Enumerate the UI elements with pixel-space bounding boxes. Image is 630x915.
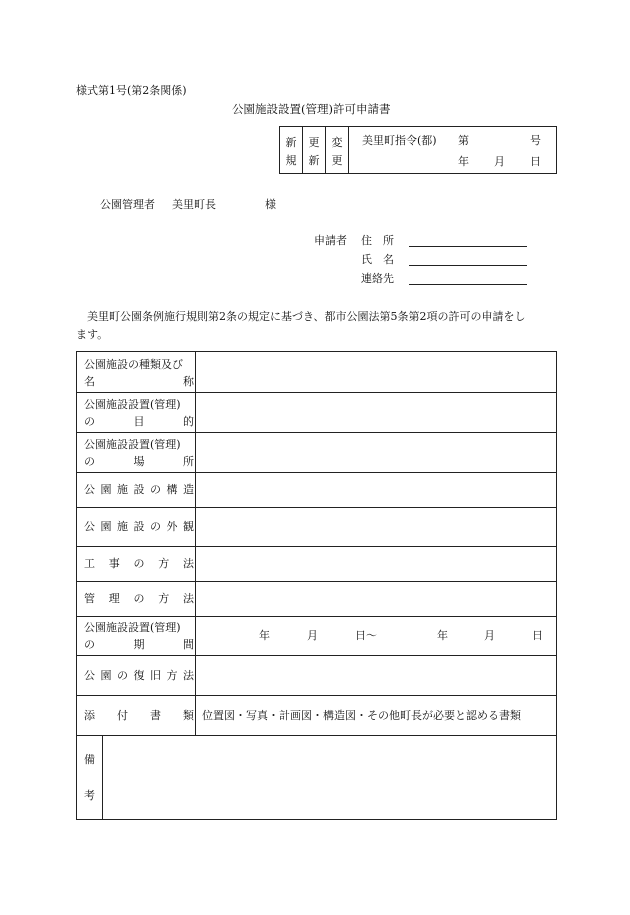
period-end-month: 月 xyxy=(484,629,495,642)
name-field[interactable] xyxy=(409,265,527,266)
label-shinki-1: 新 xyxy=(285,136,297,149)
hi-label: 日 xyxy=(530,155,541,168)
application-table xyxy=(76,351,557,820)
attachments-value: 位置図・写真・計画図・構造図・その他町長が必要と認める書類 xyxy=(202,709,521,722)
period-start-month: 月 xyxy=(307,629,318,642)
row-location-label-1: 公園施設設置(管理) xyxy=(84,438,181,451)
applicant-label: 申請者 xyxy=(314,234,347,247)
address-field[interactable] xyxy=(409,246,527,247)
form-number: 様式第1号(第2条関係) xyxy=(76,84,187,97)
label-koushin-2: 新 xyxy=(308,154,320,167)
remarks-label-2: 考 xyxy=(84,789,95,802)
remarks-label-1: 備 xyxy=(84,753,95,766)
page-title: 公園施設設置(管理)許可申請書 xyxy=(232,102,391,116)
row-appearance-label: 公 園 施 設 の 外 観 xyxy=(84,520,194,533)
row-location-label-2: の 場 所 xyxy=(84,455,194,468)
nen-label: 年 xyxy=(458,155,469,168)
contact-label: 連絡先 xyxy=(361,272,394,285)
addressee-name: 美里町長 xyxy=(172,198,216,211)
row-attachments-label: 添 付 書 類 xyxy=(84,709,194,722)
contact-field[interactable] xyxy=(409,284,527,285)
row-restoration-label: 公 園 の 復 旧 方 法 xyxy=(84,669,194,682)
label-henkou-2: 更 xyxy=(331,154,343,167)
label-shinki-2: 規 xyxy=(285,154,297,167)
label-henkou-1: 変 xyxy=(331,136,343,149)
period-start-day: 日〜 xyxy=(355,629,377,642)
row-type-name-label-2: 名 称 xyxy=(84,375,194,388)
issuer-label: 美里町指令(都) xyxy=(362,134,437,147)
row-structure-label: 公 園 施 設 の 構 造 xyxy=(84,483,194,496)
name-label: 氏 名 xyxy=(361,253,394,266)
addressee-honorific: 様 xyxy=(265,198,276,211)
row-purpose-label-1: 公園施設設置(管理) xyxy=(84,398,181,411)
addressee-role: 公園管理者 xyxy=(100,198,155,211)
row-management-method-label: 管 理 の 方 法 xyxy=(84,592,194,605)
go-label: 号 xyxy=(530,134,541,147)
address-label: 住 所 xyxy=(361,234,394,247)
tsuki-label: 月 xyxy=(494,155,505,168)
label-koushin-1: 更 xyxy=(308,136,320,149)
row-period-label-2: の 期 間 xyxy=(84,638,194,651)
row-period-label-1: 公園施設設置(管理) xyxy=(84,621,181,634)
row-purpose-label-2: の 目 的 xyxy=(84,415,194,428)
body-text-line2: ます。 xyxy=(76,328,109,341)
body-text-line1: 美里町公園条例施行規則第2条の規定に基づき、都市公園法第5条第2項の許可の申請をし xyxy=(87,310,526,323)
row-construction-method-label: 工 事 の 方 法 xyxy=(84,557,194,570)
dai-label: 第 xyxy=(458,134,469,147)
row-type-name-label-1: 公園施設の種類及び xyxy=(84,358,183,371)
period-end-day: 日 xyxy=(532,629,543,642)
period-start-year: 年 xyxy=(259,629,270,642)
period-end-year: 年 xyxy=(437,629,448,642)
permit-number-box xyxy=(279,126,557,174)
